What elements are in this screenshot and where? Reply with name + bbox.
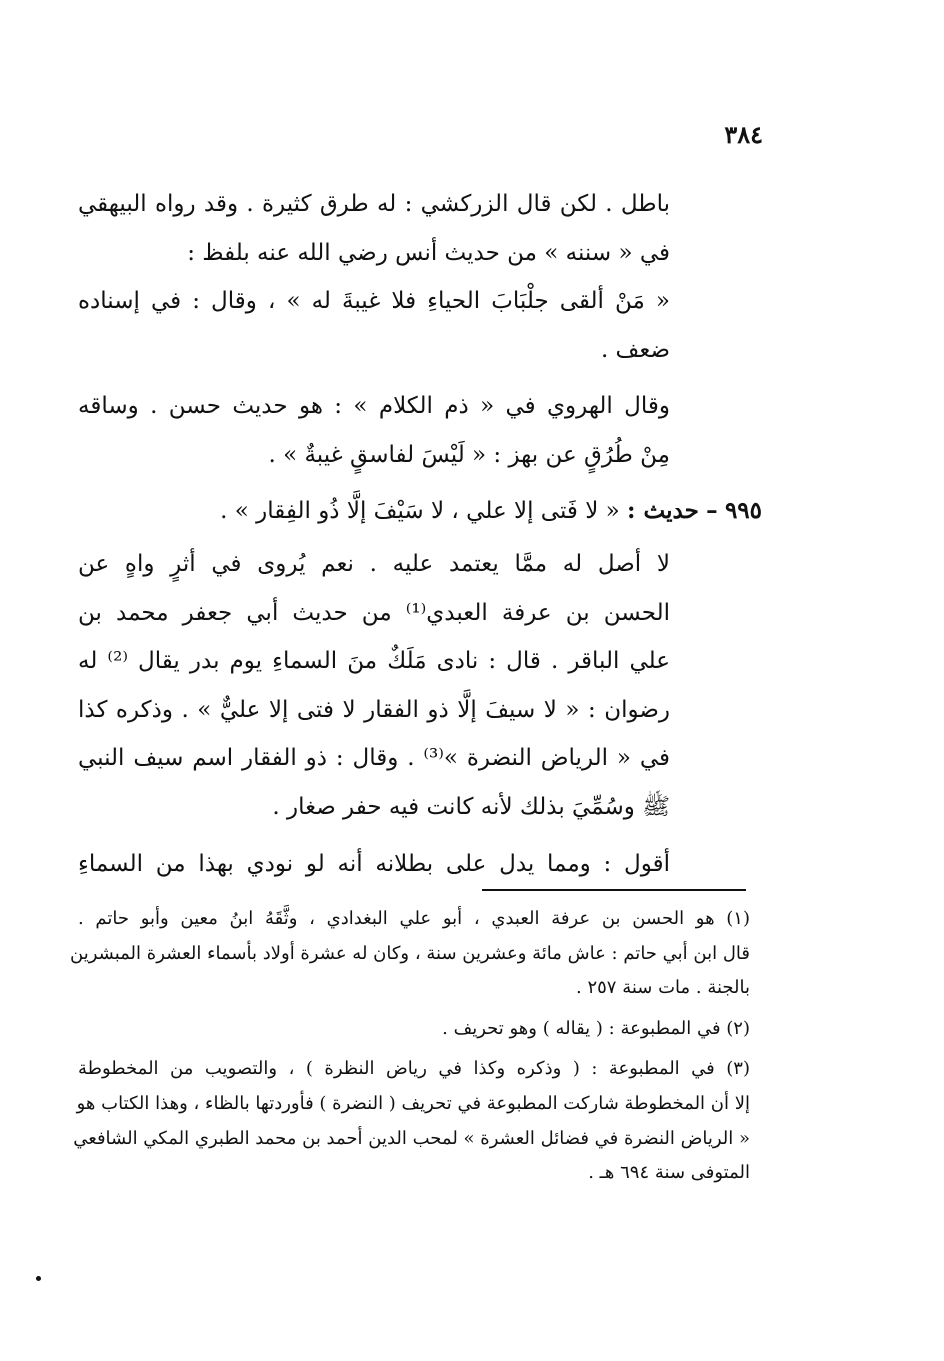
text-line: مِنْ طُرُقٍ عن بهز : « لَيْسَ لفاسقٍ غيبةٌ » . xyxy=(268,441,670,468)
footnote-line: قال ابن أبي حاتم : عاش مائة وعشرين سنة ، وكان له عشرة أولاد بأسماء العشرة المبشرين xyxy=(70,942,750,964)
text-line: باطل . لكن قال الزركشي : له طرق كثيرة . وقد رواه البيهقي xyxy=(78,191,670,217)
footnote-line: إلا أن المخطوطة شاركت المطبوعة في تحريف ( النضرة ) فأوردتها بالظاء ، وهذا الكتاب هو xyxy=(76,1092,750,1114)
hadith-text: « لا فَتى إلا علي ، لا سَيْفَ إلَّا ذُو الفِقار » . xyxy=(220,498,620,524)
paragraph-4 xyxy=(78,840,670,889)
text-line: أقول : ومما يدل على بطلانه أنه لو نودي بهذا من السماءِ xyxy=(78,850,670,877)
paragraph-1 xyxy=(78,180,670,374)
text-line: ضعف . xyxy=(600,336,670,363)
text-line: الحسن بن عرفة العبدي⁽¹⁾ من حديث أبي جعفر محمد بن xyxy=(78,599,670,626)
text-line: وقال الهروي في « ذم الكلام » : هو حديث حسن . وساقه xyxy=(78,393,670,420)
footnote-line: المتوفى سنة ٦٩٤ هـ . xyxy=(588,1162,750,1184)
hadith-label: حديث : xyxy=(627,497,699,524)
footnote-2 xyxy=(78,1012,750,1047)
hadith-heading xyxy=(150,487,762,535)
footnote-separator xyxy=(482,889,746,891)
text-line: في « سننه » من حديث أنس رضي الله عنه بلفظ : xyxy=(187,239,670,266)
footnotes xyxy=(70,902,750,1191)
hadith-number: ٩٩٥ xyxy=(724,497,762,524)
footnote-line: « الرياض النضرة في فضائل العشرة » لمحب الدين أحمد بن محمد الطبري المكي الشافعي xyxy=(73,1127,750,1149)
text-line: في « الرياض النضرة »⁽³⁾ . وقال : ذو الفقار اسم سيف النبي xyxy=(78,745,670,772)
main-text xyxy=(78,180,670,480)
footnote-1 xyxy=(70,902,750,1006)
footnote-line: (٣) في المطبوعة : ( وذكره وكذا في رياض النظرة ) ، والتصويب من المخطوطة xyxy=(78,1058,750,1080)
text-line: لا أصل له ممَّا يعتمد عليه . نعم يُروى في أثرٍ واهٍ عن xyxy=(78,551,670,577)
footnote-3 xyxy=(73,1052,750,1190)
footnote-line: (٢) في المطبوعة : ( يقاله ) وهو تحريف . xyxy=(442,1017,750,1039)
page-number: ٣٨٤ xyxy=(724,120,763,149)
margin-dot xyxy=(36,1276,41,1281)
main-text-continued xyxy=(78,540,670,888)
footnote-line: بالجنة . مات سنة ٢٥٧ . xyxy=(576,977,750,999)
footnote-line: (١) هو الحسن بن عرفة العبدي ، أبو علي البغدادي ، وثَّقَهُ ابنُ معين وأبو حاتم . xyxy=(78,908,750,929)
paragraph-2 xyxy=(78,382,670,479)
text-line: علي الباقر . قال : نادى مَلَكٌ منَ السماءِ يوم بدر يقال ⁽²⁾ له xyxy=(78,648,670,675)
hadith-dash: – xyxy=(706,497,718,524)
text-line: ﷺ وسُمِّيَ بذلك لأنه كانت فيه حفر صغار . xyxy=(272,793,670,820)
paragraph-3 xyxy=(78,540,670,832)
text-line: « مَنْ ألقى جلْبَابَ الحياءِ فلا غيبةَ له » ، وقال : في إسناده xyxy=(78,288,670,315)
text-line: رضوان : « لا سيفَ إلَّا ذو الفقار لا فتى إلا عليٌّ » . وذكره كذا xyxy=(78,696,670,723)
